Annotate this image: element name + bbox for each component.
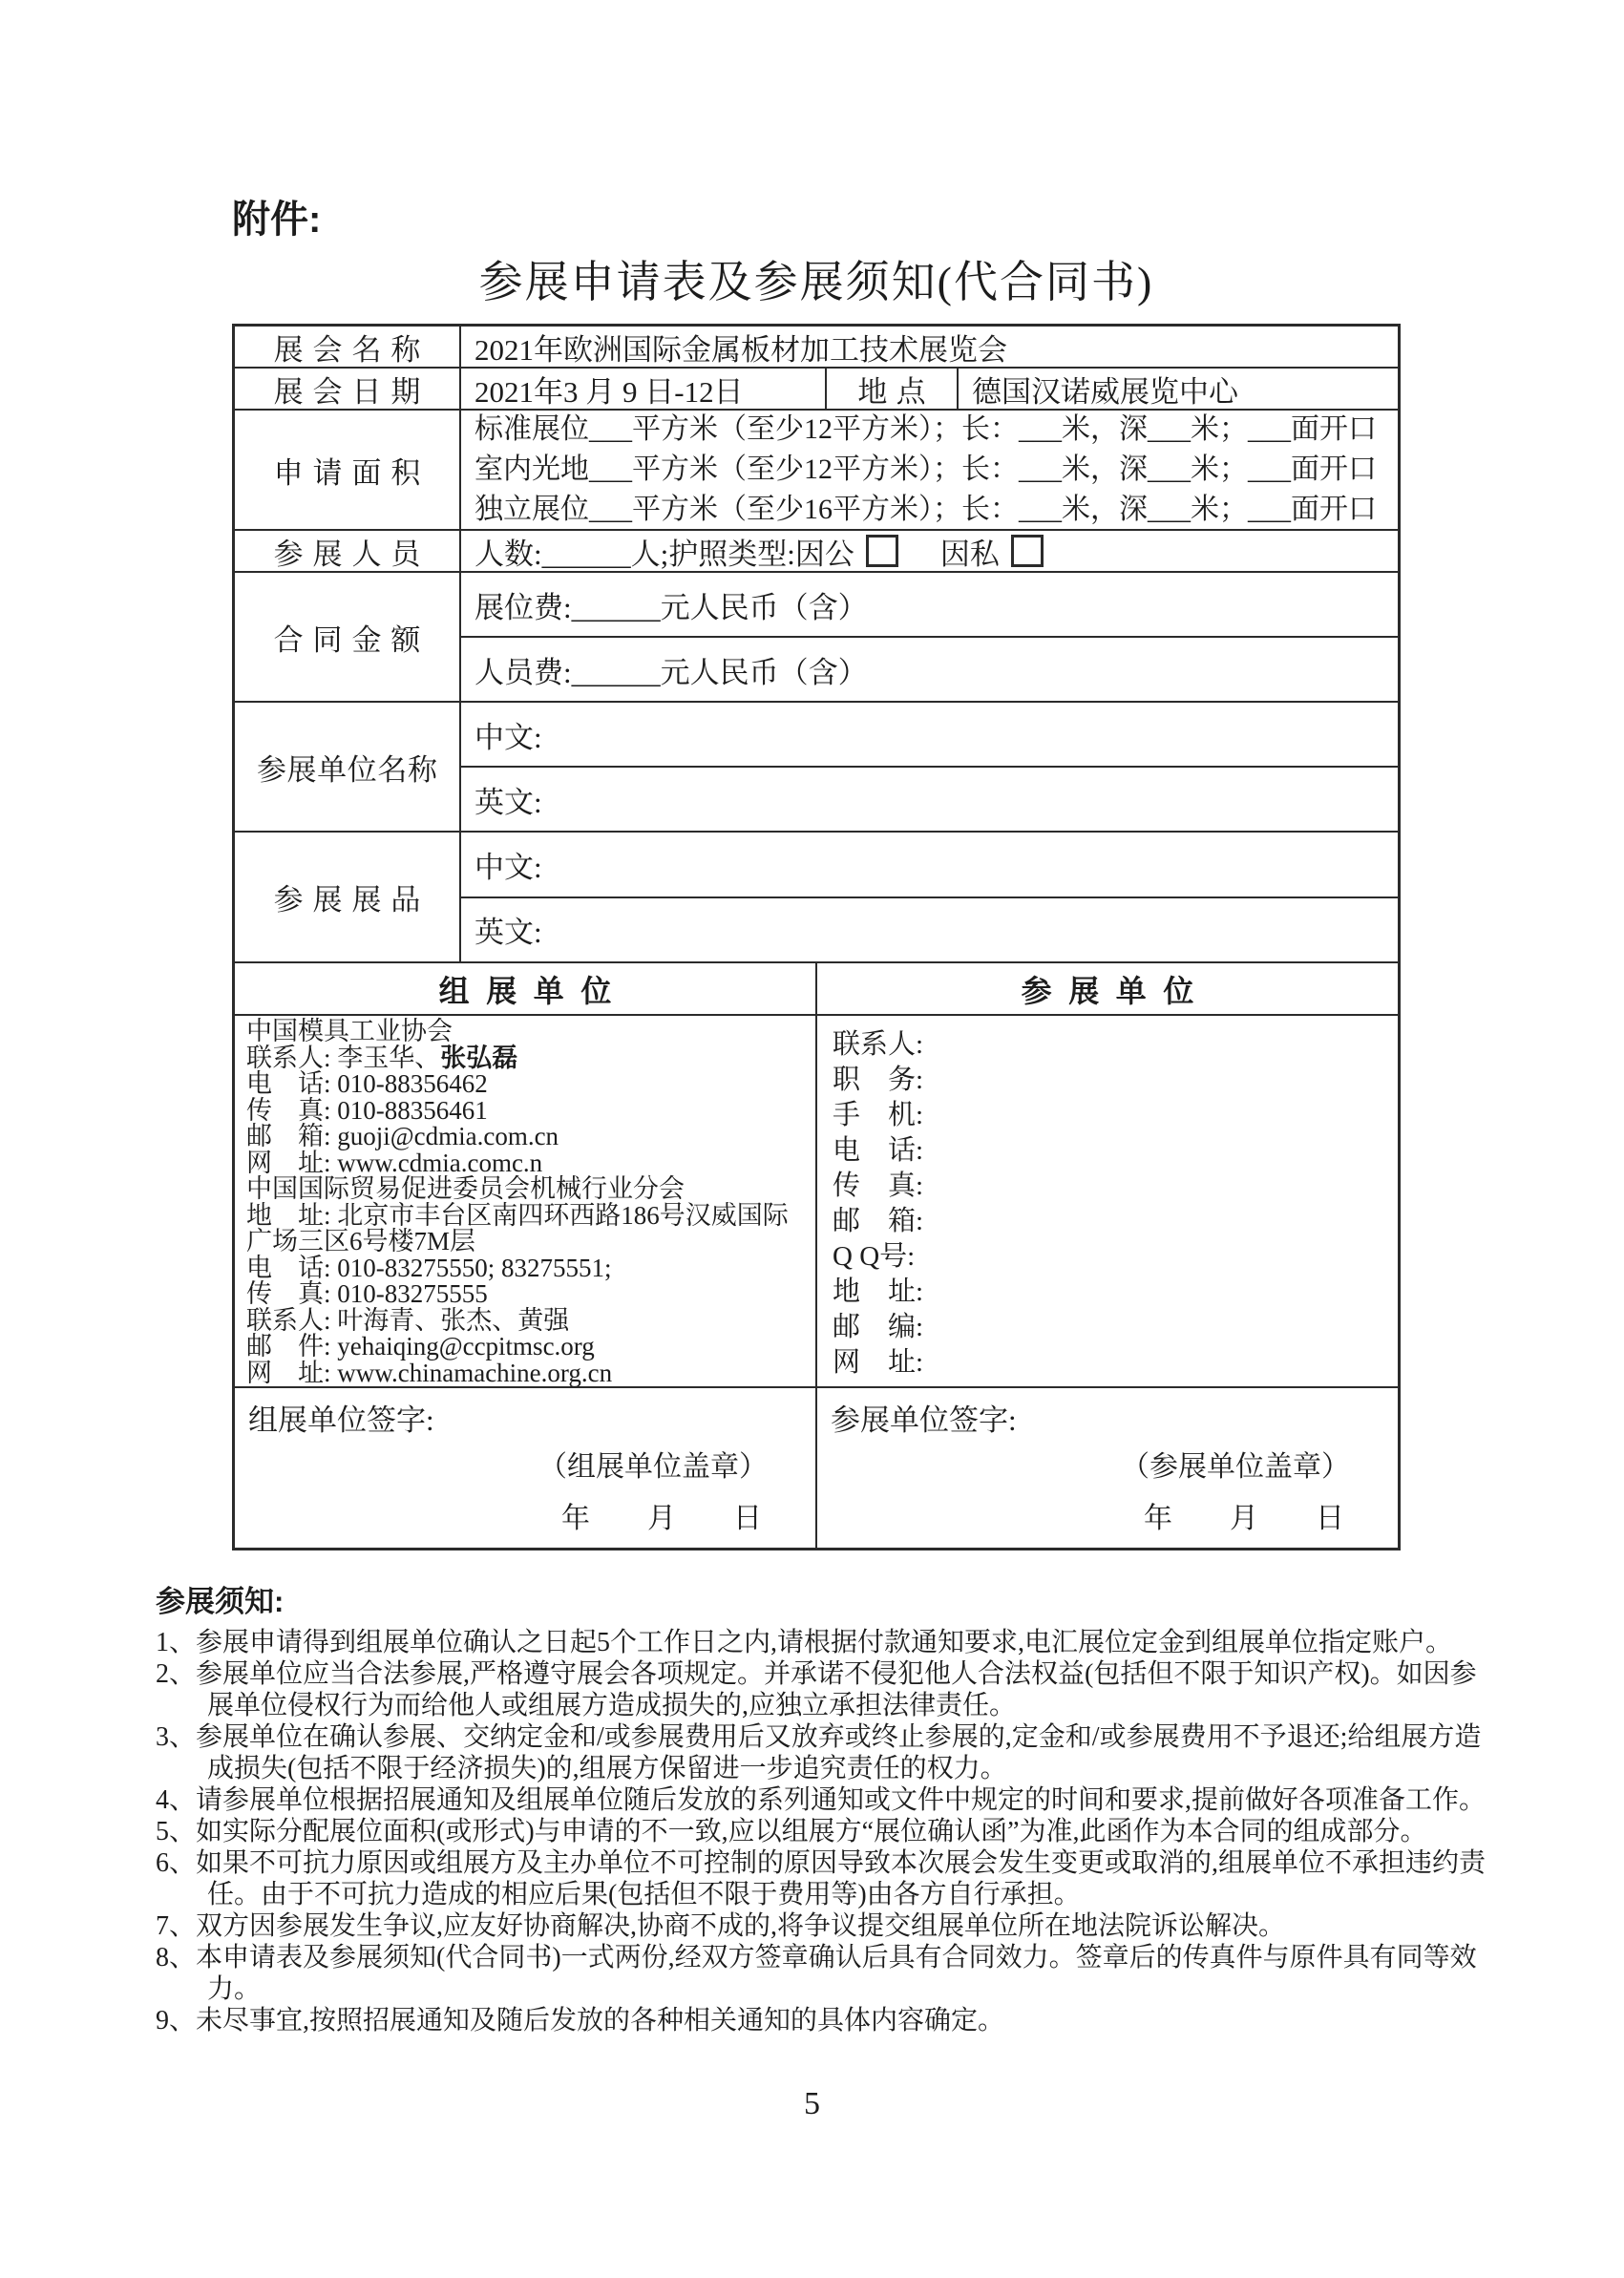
personnel-count-text: 人数:______人;护照类型:因公 <box>475 537 854 571</box>
contact-line-address: 地 址: <box>833 1276 924 1307</box>
exhibitor-name-values <box>461 703 1398 831</box>
organizer-2-fax: 传 真: 010-83275555 <box>246 1279 488 1308</box>
exhibition-date-value: 2021年3 月 9 日-12日 <box>461 369 827 409</box>
area-options <box>461 411 1398 529</box>
organizer-1-phone: 电 话: 010-88356462 <box>246 1069 488 1098</box>
organizer-header: 组展单位 <box>235 963 817 1014</box>
contact-line-position: 职 务: <box>833 1065 924 1095</box>
organizer-1-contact-bold-name: 张弘磊 <box>440 1043 518 1072</box>
notes-title: 参展须知: <box>156 1585 285 1618</box>
exhibitor-name-chinese: 中文: <box>461 703 1398 768</box>
page-number: 5 <box>804 2086 820 2121</box>
exhibits-label: 参展展品 <box>235 833 461 961</box>
page-title: 参展申请表及参展须知(代合同书) <box>478 258 1154 306</box>
exhibitor-name-english: 英文: <box>475 785 542 819</box>
booth-fee-line: 展位费:______元人民币（含） <box>461 573 1398 638</box>
organizer-seal-note: （组展单位盖章） <box>538 1451 768 1483</box>
exhibits-chinese: 中文: <box>461 833 1398 898</box>
note-item-3: 3、参展单位在确认参展、交纳定金和/或参展费用后又放弃或终止参展的,定金和/或参展费用不予退还;给组展方造成损失(包括不限于经济损失)的,组展方保留进一步追究责任的权力。 <box>156 1722 1482 1783</box>
personnel-value <box>461 531 1398 571</box>
note-item-8: 8、本申请表及参展须知(代合同书)一式两份,经双方签章确认后具有合同效力。签章后的传真件与原件具有同等效力。 <box>156 1943 1477 2004</box>
area-row <box>235 411 1398 531</box>
exhibitor-date-line: 年 月 日 <box>1144 1503 1344 1534</box>
contract-amount-label: 合同金额 <box>235 573 461 701</box>
exhibitor-name-label: 参展单位名称 <box>235 703 461 831</box>
contact-line-zipcode: 邮 编: <box>833 1312 924 1342</box>
organizer-2-address: 地 址: 北京市丰台区南四环西路186号汉威国际广场三区6号楼7M层 <box>246 1200 789 1255</box>
private-passport-checkbox <box>1011 535 1044 567</box>
application-table <box>232 324 1401 1550</box>
organizer-1-contact-line <box>246 1045 808 1072</box>
organizer-2-phone: 电 话: 010-83275550; 83275551; <box>246 1253 612 1282</box>
exhibitor-name-row <box>235 703 1398 833</box>
exhibits-values <box>461 833 1398 961</box>
exhibitor-signature-cell <box>817 1388 1398 1548</box>
organizer-1-contact-prefix: 联系人: 李玉华、 <box>246 1043 441 1072</box>
attachment-label: 附件: <box>232 199 322 241</box>
location-label: 地点 <box>827 369 959 409</box>
area-option-raw-space: 室内光地___平方米（至少12平方米）；长：___米，深___米；___面开口 <box>475 453 1377 485</box>
note-item-7: 7、双方因参展发生争议,应友好协商解决,协商不成的,将争议提交组展单位所在地法院诉讼解决。 <box>156 1911 1286 1941</box>
exhibits-row <box>235 833 1398 963</box>
exhibition-date-label: 展会日期 <box>235 369 461 409</box>
exhibitor-seal-note: （参展单位盖章） <box>1121 1451 1350 1483</box>
personnel-label: 参展人员 <box>235 531 461 571</box>
location-value: 德国汉诺威展览中心 <box>972 374 1238 409</box>
note-item-1: 1、参展申请得到组展单位确认之日起5个工作日之内,请根据付款通知要求,电汇展位定金到组展单位指定账户。 <box>156 1628 1453 1657</box>
official-passport-checkbox <box>866 535 898 567</box>
organizer-2-contact: 联系人: 叶海青、张杰、黄强 <box>246 1305 570 1335</box>
column-header-row <box>235 963 1398 1016</box>
exhibition-name-label: 展会名称 <box>235 327 461 367</box>
note-item-5: 5、如实际分配展位面积(或形式)与申请的不一致,应以组展方“展位确认函”为准,此函作为本合同的组成部分。 <box>156 1817 1427 1846</box>
organizer-2-name: 中国国际贸易促进委员会机械行业分会 <box>246 1174 685 1203</box>
signature-row <box>235 1388 1398 1548</box>
contact-line-fax: 传 真: <box>833 1171 924 1201</box>
contact-line-email: 邮 箱: <box>833 1206 924 1236</box>
notes-section <box>156 1583 1492 2036</box>
area-option-independent: 独立展位___平方米（至少16平方米）；长：___米，深___米；___面开口 <box>475 494 1377 525</box>
organizer-2-email: 邮 件: yehaiqing@ccpitmsc.org <box>246 1332 595 1360</box>
private-passport-label: 因私 <box>939 537 1000 571</box>
contract-amount-row <box>235 573 1398 703</box>
exhibition-name-value: 2021年欧洲国际金属板材加工技术展览会 <box>475 332 1007 367</box>
exhibition-name-row <box>235 327 1398 369</box>
organizer-signature-cell <box>235 1388 817 1548</box>
area-label: 申请面积 <box>235 411 461 529</box>
contract-amount-values <box>461 573 1398 701</box>
exhibits-english: 英文: <box>475 916 542 950</box>
personnel-row <box>235 531 1398 573</box>
contact-line-mobile: 手 机: <box>833 1100 924 1130</box>
organizer-signature-label: 组展单位签字: <box>248 1403 434 1437</box>
exhibitor-contact-cell <box>817 1016 1398 1386</box>
organizer-1-email: 邮 箱: guoji@cdmia.com.cn <box>246 1122 559 1150</box>
organizer-date-line: 年 月 日 <box>561 1503 762 1534</box>
organizer-contact-cell <box>235 1016 817 1386</box>
note-item-9: 9、未尽事宜,按照招展通知及随后发放的各种相关通知的具体内容确定。 <box>156 2006 1005 2035</box>
personnel-fee-line: 人员费:______元人民币（含） <box>475 655 868 689</box>
exhibitor-header: 参展单位 <box>1021 973 1211 1008</box>
organizer-1-website: 网 址: www.cdmia.comc.n <box>246 1148 543 1177</box>
contact-row <box>235 1016 1398 1388</box>
note-item-6: 6、如果不可抗力原因或组展方及主办单位不可控制的原因导致本次展会发生变更或取消的,组展单位不承担违约责任。由于不可抗力造成的相应后果(包括但不限于费用等)由各方自行承担。 <box>156 1848 1487 1909</box>
organizer-1-fax: 传 真: 010-88356461 <box>246 1095 488 1125</box>
exhibitor-signature-label: 参展单位签字: <box>831 1403 1017 1437</box>
area-option-standard: 标准展位___平方米（至少12平方米）；长：___米，深___米；___面开口 <box>475 413 1377 445</box>
note-item-4: 4、请参展单位根据招展通知及组展单位随后发放的系列通知或文件中规定的时间和要求,提前做好各项准备工作。 <box>156 1785 1487 1815</box>
contact-line-person: 联系人: <box>833 1029 924 1060</box>
organizer-1-name: 中国模具工业协会 <box>246 1017 453 1045</box>
contact-line-phone: 电 话: <box>833 1135 924 1166</box>
note-item-2: 2、参展单位应当合法参展,严格遵守展会各项规定。并承诺不侵犯他人合法权益(包括但不限于知识产权)。如因参展单位侵权行为而给他人或组展方造成损失的,应独立承担法律责任。 <box>156 1659 1477 1720</box>
contact-line-website: 网 址: <box>833 1347 924 1378</box>
contact-line-qq: Q Q号: <box>833 1241 916 1272</box>
exhibition-date-row <box>235 369 1398 411</box>
organizer-2-website: 网 址: www.chinamachine.org.cn <box>246 1358 613 1387</box>
